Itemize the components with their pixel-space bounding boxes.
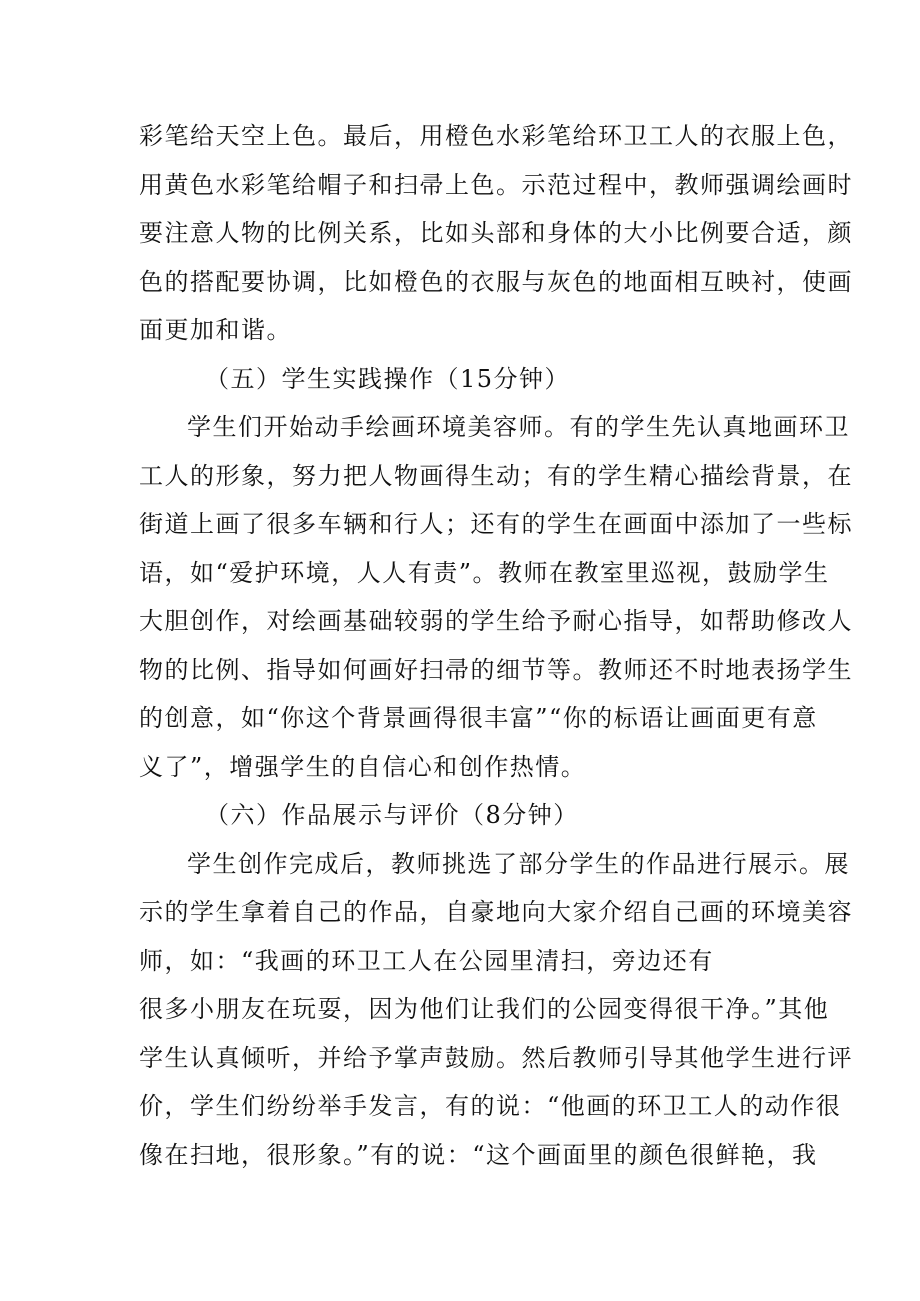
text-line: 大胆创作，对绘画基础较弱的学生给予耐心指导，如帮助修改人 (139, 607, 853, 635)
section-heading-six: （六）作品展示与评价（8分钟） (205, 801, 579, 829)
text-line: 语，如“爱护环境，人人有责”。教师在教室里巡视，鼓励学生 (139, 558, 830, 587)
text-line: 面更加和谐。 (139, 316, 292, 344)
text-line: 师，如：“我画的环卫工人在公园里清扫，旁边还有 (139, 946, 714, 975)
text-line: 像在扫地，很形象。”有的说：“这个画面里的颜色很鲜艳，我 (139, 1140, 818, 1169)
text-line: 价，学生们纷纷举手发言，有的说：“他画的环卫工人的动作很 (139, 1092, 842, 1120)
section-heading-five: （五）学生实践操作（15分钟） (205, 364, 571, 393)
text-line: 学生们开始动手绘画环境美容师。有的学生先认真地画环卫 (187, 413, 850, 441)
document-body (139, 112, 853, 1179)
text-line: 义了”，增强学生的自信心和创作热情。 (139, 752, 587, 781)
text-line: 很多小朋友在玩耍，因为他们让我们的公园变得很干净。”其他 (139, 995, 830, 1023)
text-line: 学生认真倾听，并给予掌声鼓励。然后教师引导其他学生进行评 (139, 1043, 853, 1072)
text-line: 街道上画了很多车辆和行人；还有的学生在画面中添加了一些标 (139, 510, 853, 538)
text-line: 学生创作完成后，教师挑选了部分学生的作品进行展示。展 (187, 849, 850, 878)
text-line: 要注意人物的比例关系，比如头部和身体的大小比例要合适，颜 (139, 219, 853, 247)
text-line: 工人的形象，努力把人物画得生动；有的学生精心描绘背景，在 (139, 461, 853, 490)
text-line: 用黄色水彩笔给帽子和扫帚上色。示范过程中，教师强调绘画时 (139, 170, 853, 199)
text-line: 色的搭配要协调，比如橙色的衣服与灰色的地面相互映衬，使画 (139, 267, 853, 296)
text-line: 的创意，如“你这个背景画得很丰富”“你的标语让画面更有意 (139, 704, 818, 732)
text-line: 示的学生拿着自己的作品，自豪地向大家介绍自己画的环境美容 (139, 898, 853, 926)
text-line: 物的比例、指导如何画好扫帚的细节等。教师还不时地表扬学生 (139, 655, 853, 684)
text-line: 彩笔给天空上色。最后，用橙色水彩笔给环卫工人的衣服上色， (139, 122, 853, 150)
